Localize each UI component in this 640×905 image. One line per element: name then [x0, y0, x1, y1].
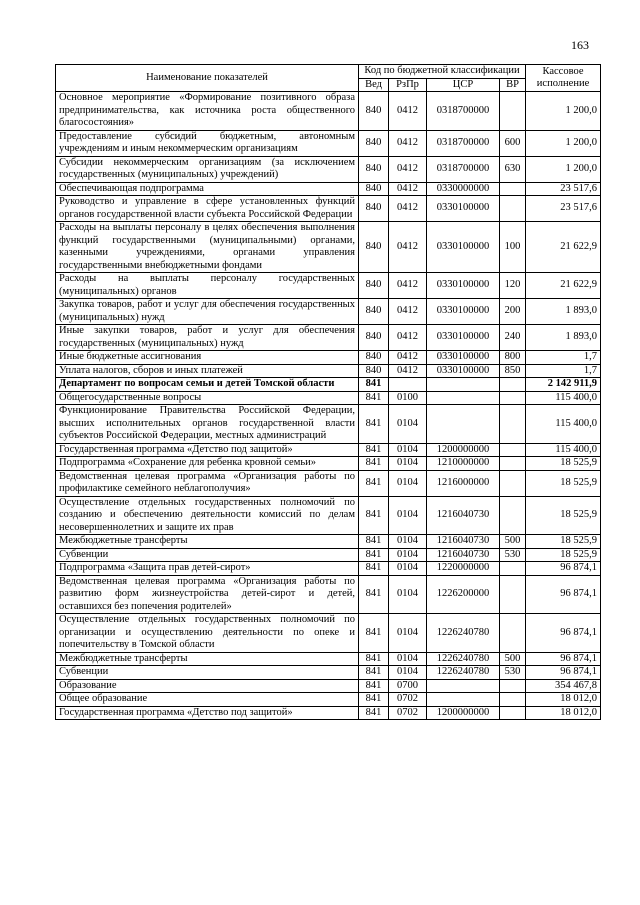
cell-csr [427, 679, 500, 693]
cell-amount: 1,7 [526, 351, 601, 365]
cell-ved: 841 [359, 562, 389, 576]
cell-vr [500, 496, 526, 535]
cell-ved: 841 [359, 548, 389, 562]
cell-rzpr: 0104 [389, 405, 427, 444]
cell-csr: 1226240780 [427, 614, 500, 653]
cell-ved: 841 [359, 535, 389, 549]
table-row [56, 299, 601, 325]
table-row [56, 92, 601, 131]
cell-amount: 1 200,0 [526, 92, 601, 131]
cell-vr [500, 470, 526, 496]
cell-csr: 0318700000 [427, 130, 500, 156]
cell-ved: 841 [359, 652, 389, 666]
cell-rzpr: 0412 [389, 222, 427, 273]
cell-vr: 850 [500, 364, 526, 378]
cell-amount: 1 200,0 [526, 156, 601, 182]
cell-ved: 840 [359, 222, 389, 273]
cell-name: Обеспечивающая подпрограмма [56, 182, 359, 196]
cell-name: Образование [56, 679, 359, 693]
cell-vr: 530 [500, 666, 526, 680]
cell-csr: 0318700000 [427, 156, 500, 182]
cell-csr: 0330100000 [427, 325, 500, 351]
table-row [56, 575, 601, 614]
cell-name: Руководство и управление в сфере установленных функций органов государственной власти субъекта Российской Федерации [56, 196, 359, 222]
cell-csr: 1216040730 [427, 548, 500, 562]
table-row [56, 443, 601, 457]
cell-vr [500, 443, 526, 457]
cell-csr: 0330100000 [427, 364, 500, 378]
header-vr: ВР [500, 78, 526, 92]
cell-rzpr: 0412 [389, 130, 427, 156]
cell-vr [500, 405, 526, 444]
cell-rzpr: 0104 [389, 457, 427, 471]
cell-amount: 18 525,9 [526, 470, 601, 496]
cell-ved: 841 [359, 496, 389, 535]
cell-amount: 115 400,0 [526, 405, 601, 444]
cell-vr [500, 706, 526, 720]
table-row [56, 614, 601, 653]
table-row [56, 364, 601, 378]
table-row [56, 351, 601, 365]
table-row [56, 693, 601, 707]
cell-ved: 840 [359, 351, 389, 365]
cell-amount: 96 874,1 [526, 652, 601, 666]
cell-csr: 1210000000 [427, 457, 500, 471]
cell-ved: 841 [359, 470, 389, 496]
cell-amount: 21 622,9 [526, 273, 601, 299]
cell-csr: 0330000000 [427, 182, 500, 196]
header-row-top [56, 65, 601, 79]
cell-rzpr: 0412 [389, 351, 427, 365]
cell-name: Функционирование Правительства Российской Федерации, высших исполнительных органов государственной власти субъектов Российской Федерации, местных администраций [56, 405, 359, 444]
cell-amount: 18 525,9 [526, 457, 601, 471]
cell-name: Субвенции [56, 548, 359, 562]
cell-amount: 96 874,1 [526, 666, 601, 680]
cell-ved: 840 [359, 130, 389, 156]
cell-amount: 21 622,9 [526, 222, 601, 273]
cell-amount: 115 400,0 [526, 391, 601, 405]
cell-amount: 1 200,0 [526, 130, 601, 156]
cell-amount: 23 517,6 [526, 196, 601, 222]
cell-vr: 600 [500, 130, 526, 156]
cell-rzpr: 0104 [389, 548, 427, 562]
cell-rzpr: 0100 [389, 391, 427, 405]
header-rzpr: РзПр [389, 78, 427, 92]
cell-vr [500, 575, 526, 614]
table-row [56, 496, 601, 535]
cell-ved: 841 [359, 679, 389, 693]
cell-name: Общегосударственные вопросы [56, 391, 359, 405]
cell-amount: 354 467,8 [526, 679, 601, 693]
cell-amount: 18 012,0 [526, 693, 601, 707]
cell-name: Ведомственная целевая программа «Организация работы по развитию форм жизнеустройства детей-сирот и детей, оставшихся без попечения родителей» [56, 575, 359, 614]
cell-rzpr: 0104 [389, 614, 427, 653]
cell-vr: 200 [500, 299, 526, 325]
cell-csr: 1216000000 [427, 470, 500, 496]
cell-amount: 18 012,0 [526, 706, 601, 720]
header-ved: Вед [359, 78, 389, 92]
cell-name: Департамент по вопросам семьи и детей Томской области [56, 378, 359, 392]
cell-ved: 841 [359, 666, 389, 680]
cell-amount: 96 874,1 [526, 575, 601, 614]
table-row [56, 378, 601, 392]
table-row [56, 273, 601, 299]
cell-ved: 840 [359, 156, 389, 182]
cell-rzpr: 0104 [389, 470, 427, 496]
cell-name: Иные бюджетные ассигнования [56, 351, 359, 365]
cell-amount: 23 517,6 [526, 182, 601, 196]
cell-vr [500, 457, 526, 471]
cell-csr: 0330100000 [427, 196, 500, 222]
cell-ved: 841 [359, 443, 389, 457]
table-row [56, 405, 601, 444]
cell-name: Подпрограмма «Сохранение для ребенка кровной семьи» [56, 457, 359, 471]
cell-vr: 630 [500, 156, 526, 182]
cell-vr [500, 378, 526, 392]
cell-vr [500, 679, 526, 693]
cell-rzpr: 0412 [389, 156, 427, 182]
cell-vr [500, 391, 526, 405]
header-csr: ЦСР [427, 78, 500, 92]
table-row [56, 666, 601, 680]
table-row [56, 706, 601, 720]
cell-amount: 96 874,1 [526, 562, 601, 576]
cell-name: Субвенции [56, 666, 359, 680]
cell-name: Осуществление отдельных государственных полномочий по организации и осуществлению деятельности по опеке и попечительству в Томской области [56, 614, 359, 653]
cell-vr: 240 [500, 325, 526, 351]
cell-rzpr: 0104 [389, 496, 427, 535]
cell-amount: 96 874,1 [526, 614, 601, 653]
cell-csr: 1220000000 [427, 562, 500, 576]
cell-vr: 100 [500, 222, 526, 273]
cell-vr [500, 562, 526, 576]
cell-vr [500, 92, 526, 131]
cell-name: Основное мероприятие «Формирование позитивного образа предпринимательства, как источника роста общественного благосостояния» [56, 92, 359, 131]
table-row [56, 470, 601, 496]
cell-amount: 18 525,9 [526, 496, 601, 535]
table-row [56, 325, 601, 351]
cell-csr: 1216040730 [427, 496, 500, 535]
cell-vr [500, 614, 526, 653]
cell-csr: 1226200000 [427, 575, 500, 614]
cell-amount: 18 525,9 [526, 548, 601, 562]
cell-rzpr: 0104 [389, 443, 427, 457]
cell-ved: 841 [359, 378, 389, 392]
cell-rzpr: 0104 [389, 666, 427, 680]
cell-ved: 841 [359, 706, 389, 720]
table-body [56, 92, 601, 720]
table-row [56, 222, 601, 273]
table-row [56, 196, 601, 222]
cell-rzpr: 0702 [389, 706, 427, 720]
table-row [56, 679, 601, 693]
cell-name: Ведомственная целевая программа «Организация работы по профилактике семейного неблагополучия» [56, 470, 359, 496]
cell-rzpr [389, 378, 427, 392]
cell-ved: 841 [359, 405, 389, 444]
cell-ved: 841 [359, 575, 389, 614]
cell-name: Расходы на выплаты персоналу в целях обеспечения выполнения функций государственными (муниципальными) органами, казенными учреждениями, органами управления государственными внебюджетными фондами [56, 222, 359, 273]
cell-vr: 530 [500, 548, 526, 562]
cell-amount: 1 893,0 [526, 325, 601, 351]
cell-rzpr: 0104 [389, 562, 427, 576]
table-row [56, 562, 601, 576]
cell-rzpr: 0412 [389, 273, 427, 299]
budget-table [55, 64, 601, 720]
table-row [56, 156, 601, 182]
cell-csr [427, 693, 500, 707]
cell-vr: 500 [500, 652, 526, 666]
cell-csr: 0330100000 [427, 351, 500, 365]
cell-amount: 1,7 [526, 364, 601, 378]
cell-ved: 840 [359, 196, 389, 222]
cell-ved: 840 [359, 273, 389, 299]
cell-csr [427, 391, 500, 405]
cell-rzpr: 0412 [389, 196, 427, 222]
cell-name: Подпрограмма «Защита прав детей-сирот» [56, 562, 359, 576]
cell-ved: 841 [359, 614, 389, 653]
table-row [56, 457, 601, 471]
cell-csr: 0330100000 [427, 273, 500, 299]
cell-rzpr: 0412 [389, 364, 427, 378]
cell-rzpr: 0104 [389, 652, 427, 666]
cell-ved: 840 [359, 182, 389, 196]
cell-rzpr: 0700 [389, 679, 427, 693]
cell-csr: 0330100000 [427, 222, 500, 273]
header-amount: Кассовое исполнение [526, 65, 601, 92]
cell-csr: 0318700000 [427, 92, 500, 131]
cell-name: Предоставление субсидий бюджетным, автономным учреждениям и иным некоммерческим организациям [56, 130, 359, 156]
header-code-group: Код по бюджетной классификации [359, 65, 526, 79]
cell-name: Расходы на выплаты персоналу государственных (муниципальных) органов [56, 273, 359, 299]
cell-vr [500, 182, 526, 196]
cell-csr: 1200000000 [427, 443, 500, 457]
table-row [56, 535, 601, 549]
table-row [56, 548, 601, 562]
cell-vr [500, 693, 526, 707]
cell-name: Межбюджетные трансферты [56, 535, 359, 549]
cell-csr: 1200000000 [427, 706, 500, 720]
cell-vr [500, 196, 526, 222]
header-name: Наименование показателей [56, 65, 359, 92]
cell-csr: 1216040730 [427, 535, 500, 549]
cell-csr: 1226240780 [427, 666, 500, 680]
cell-amount: 115 400,0 [526, 443, 601, 457]
cell-name: Государственная программа «Детство под защитой» [56, 443, 359, 457]
cell-ved: 841 [359, 693, 389, 707]
cell-ved: 840 [359, 299, 389, 325]
table-row [56, 130, 601, 156]
cell-ved: 840 [359, 325, 389, 351]
cell-ved: 840 [359, 364, 389, 378]
cell-rzpr: 0412 [389, 325, 427, 351]
table-row [56, 182, 601, 196]
cell-ved: 840 [359, 92, 389, 131]
cell-name: Иные закупки товаров, работ и услуг для обеспечения государственных (муниципальных) нужд [56, 325, 359, 351]
cell-name: Уплата налогов, сборов и иных платежей [56, 364, 359, 378]
cell-vr: 500 [500, 535, 526, 549]
cell-rzpr: 0104 [389, 535, 427, 549]
cell-ved: 841 [359, 457, 389, 471]
cell-csr: 1226240780 [427, 652, 500, 666]
cell-rzpr: 0702 [389, 693, 427, 707]
page-number: 163 [571, 38, 589, 52]
cell-rzpr: 0412 [389, 182, 427, 196]
cell-name: Государственная программа «Детство под защитой» [56, 706, 359, 720]
cell-rzpr: 0412 [389, 299, 427, 325]
cell-ved: 841 [359, 391, 389, 405]
cell-csr: 0330100000 [427, 299, 500, 325]
cell-amount: 1 893,0 [526, 299, 601, 325]
cell-name: Общее образование [56, 693, 359, 707]
cell-rzpr: 0104 [389, 575, 427, 614]
cell-csr [427, 405, 500, 444]
cell-name: Субсидии некоммерческим организациям (за исключением государственных (муниципальных) учреждений) [56, 156, 359, 182]
cell-vr: 800 [500, 351, 526, 365]
cell-csr [427, 378, 500, 392]
cell-rzpr: 0412 [389, 92, 427, 131]
cell-vr: 120 [500, 273, 526, 299]
cell-amount: 18 525,9 [526, 535, 601, 549]
table-row [56, 652, 601, 666]
table-row [56, 391, 601, 405]
cell-amount: 2 142 911,9 [526, 378, 601, 392]
cell-name: Межбюджетные трансферты [56, 652, 359, 666]
cell-name: Осуществление отдельных государственных полномочий по созданию и обеспечению деятельности комиссий по делам несовершеннолетних и защите их прав [56, 496, 359, 535]
cell-name: Закупка товаров, работ и услуг для обеспечения государственных (муниципальных) нужд [56, 299, 359, 325]
